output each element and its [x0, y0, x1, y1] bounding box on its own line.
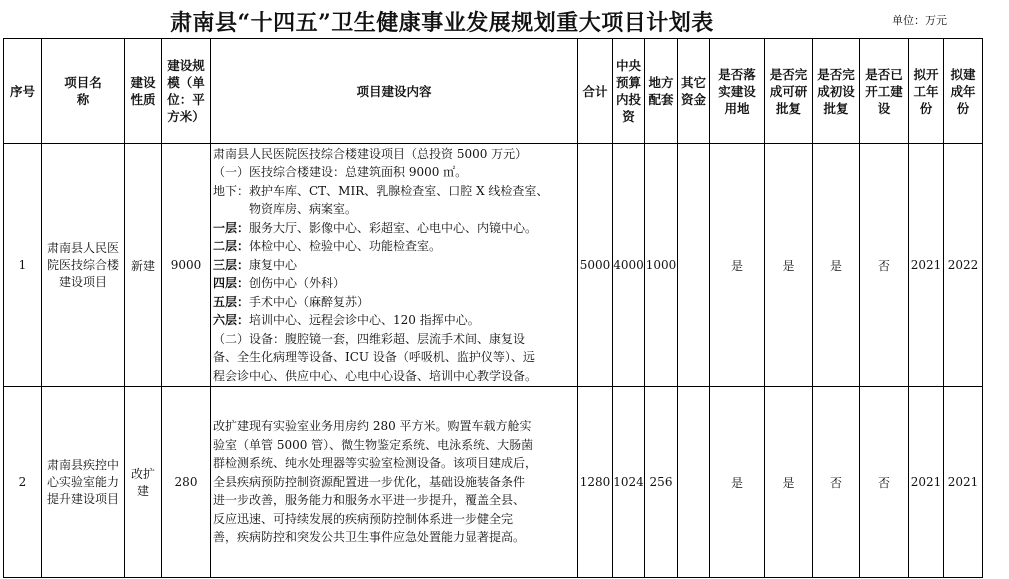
content-line-text: 验室（单管 5000 管）、微生物鉴定系统、电泳系统、大肠菌 — [213, 437, 534, 452]
row-content — [211, 387, 578, 578]
header-name: 项目名称 — [42, 39, 125, 144]
document-header — [0, 0, 1009, 38]
header-local: 地方配套 — [645, 39, 678, 144]
row-nature: 新建 — [125, 144, 162, 387]
row-local: 256 — [645, 387, 678, 578]
row-land: 是 — [710, 387, 765, 578]
header-content: 项目建设内容 — [211, 39, 578, 144]
content-line — [213, 237, 575, 256]
header-other: 其它资金 — [678, 39, 710, 144]
header-land: 是否落实建设用地 — [710, 39, 765, 144]
row-total: 5000 — [578, 144, 613, 387]
row-index: 2 — [4, 387, 42, 578]
row-scale: 9000 — [162, 144, 211, 387]
project-table — [3, 38, 983, 578]
content-line — [213, 182, 575, 201]
row-start-year: 2021 — [909, 144, 944, 387]
header-nature: 建设性质 — [125, 39, 162, 144]
content-line — [213, 436, 575, 455]
table-row — [4, 144, 983, 387]
row-name: 肃南县人民医院医技综合楼建设项目 — [42, 144, 125, 387]
row-end-year: 2021 — [944, 387, 983, 578]
row-central: 1024 — [613, 387, 645, 578]
row-nature: 改扩建 — [125, 387, 162, 578]
content-line-text: 进一步改善，服务能力和服务水平进一步提升，覆盖全县、 — [213, 493, 526, 508]
header-total: 合计 — [578, 39, 613, 144]
content-line — [213, 348, 575, 367]
content-line — [213, 311, 575, 330]
header-end-year: 拟建成年份 — [944, 39, 983, 144]
row-name: 肃南县疾控中心实验室能力提升建设项目 — [42, 387, 125, 578]
header-feasibility: 是否完成可研批复 — [765, 39, 813, 144]
content-line — [213, 491, 575, 510]
header-design: 是否完成初设批复 — [813, 39, 860, 144]
content-line — [213, 145, 575, 164]
header-scale: 建设规模（单位：平方米） — [162, 39, 211, 144]
row-content — [211, 144, 578, 387]
content-line-text: 备、全生化病理等设备、ICU 设备（呼吸机、监护仪等）、远 — [213, 350, 535, 365]
row-central: 4000 — [613, 144, 645, 387]
row-end-year: 2022 — [944, 144, 983, 387]
content-line-text: 改扩建现有实验室业务用房约 280 平方米。购置车载方舱实 — [213, 419, 532, 434]
content-line-text: 体检中心、检验中心、功能检查室。 — [249, 239, 442, 254]
content-line — [213, 330, 575, 349]
content-line — [213, 200, 575, 219]
header-central: 中央预算内投资 — [613, 39, 645, 144]
content-line-text: 物资库房、病案室。 — [213, 202, 358, 217]
content-line-text: 创伤中心（外科） — [249, 276, 346, 291]
content-line-text: 培训中心、远程会诊中心、120 指挥中心。 — [249, 313, 480, 328]
content-line-text: 服务大厅、影像中心、彩超室、心电中心、内镜中心。 — [249, 220, 538, 235]
header-index: 序号 — [4, 39, 42, 144]
content-line — [213, 473, 575, 492]
content-line-text: 程会诊中心、供应中心、心电中心设备、培训中心教学设备。 — [213, 368, 538, 383]
row-index: 1 — [4, 144, 42, 387]
header-start-year: 拟开工年份 — [909, 39, 944, 144]
row-started: 否 — [860, 387, 909, 578]
content-line-label: 一层： — [213, 220, 250, 235]
row-start-year: 2021 — [909, 387, 944, 578]
content-line-label: 三层： — [213, 257, 250, 272]
row-total: 1280 — [578, 387, 613, 578]
content-line-text: （一）医技综合楼建设：总建筑面积 9000 ㎡。 — [213, 165, 468, 180]
row-design: 是 — [813, 144, 860, 387]
content-line — [213, 256, 575, 275]
content-line — [213, 219, 575, 238]
content-line — [213, 417, 575, 436]
row-land: 是 — [710, 144, 765, 387]
content-line-text: 康复中心 — [249, 257, 298, 272]
content-line-label: 二层： — [213, 239, 250, 254]
row-local: 1000 — [645, 144, 678, 387]
content-line — [213, 454, 575, 473]
document-title: 肃南县“十四五”卫生健康事业发展规划重大项目计划表 — [170, 10, 714, 36]
row-scale: 280 — [162, 387, 211, 578]
content-line — [213, 528, 575, 547]
row-design: 否 — [813, 387, 860, 578]
content-line-text: 群检测系统、纯水处理器等实验室检测设备。该项目建成后， — [213, 456, 538, 471]
content-line-text: 全县疾病预防控制资源配置进一步优化，基础设施装备条件 — [213, 474, 526, 489]
row-other — [678, 387, 710, 578]
row-started: 否 — [860, 144, 909, 387]
content-line-label: 六层： — [213, 313, 250, 328]
row-feasibility: 是 — [765, 387, 813, 578]
content-line-text: （二）设备：腹腔镜一套，四维彩超、层流手术间、康复设 — [213, 331, 526, 346]
content-line-text: 手术中心（麻醉复苏） — [249, 294, 370, 309]
content-line-text: 肃南县人民医院医技综合楼建设项目（总投资 5000 万元） — [213, 146, 528, 161]
row-other — [678, 144, 710, 387]
content-line — [213, 163, 575, 182]
header-row — [4, 39, 983, 144]
content-line-text: 地下：救护车库、CT、MIR、乳腺检查室、口腔 X 线检查室、 — [213, 183, 549, 198]
content-line — [213, 293, 575, 312]
content-line — [213, 367, 575, 386]
row-feasibility: 是 — [765, 144, 813, 387]
table-row — [4, 387, 983, 578]
content-line-label: 四层： — [213, 276, 250, 291]
content-line-text: 善，疾病防控和突发公共卫生事件应急处置能力显著提高。 — [213, 530, 526, 545]
content-line — [213, 510, 575, 529]
header-started: 是否已开工建设 — [860, 39, 909, 144]
unit-label: 单位：万元 — [892, 14, 947, 27]
content-line-label: 五层： — [213, 294, 250, 309]
content-line-text: 反应迅速、可持续发展的疾病预防控制体系进一步健全完 — [213, 511, 514, 526]
content-line — [213, 274, 575, 293]
